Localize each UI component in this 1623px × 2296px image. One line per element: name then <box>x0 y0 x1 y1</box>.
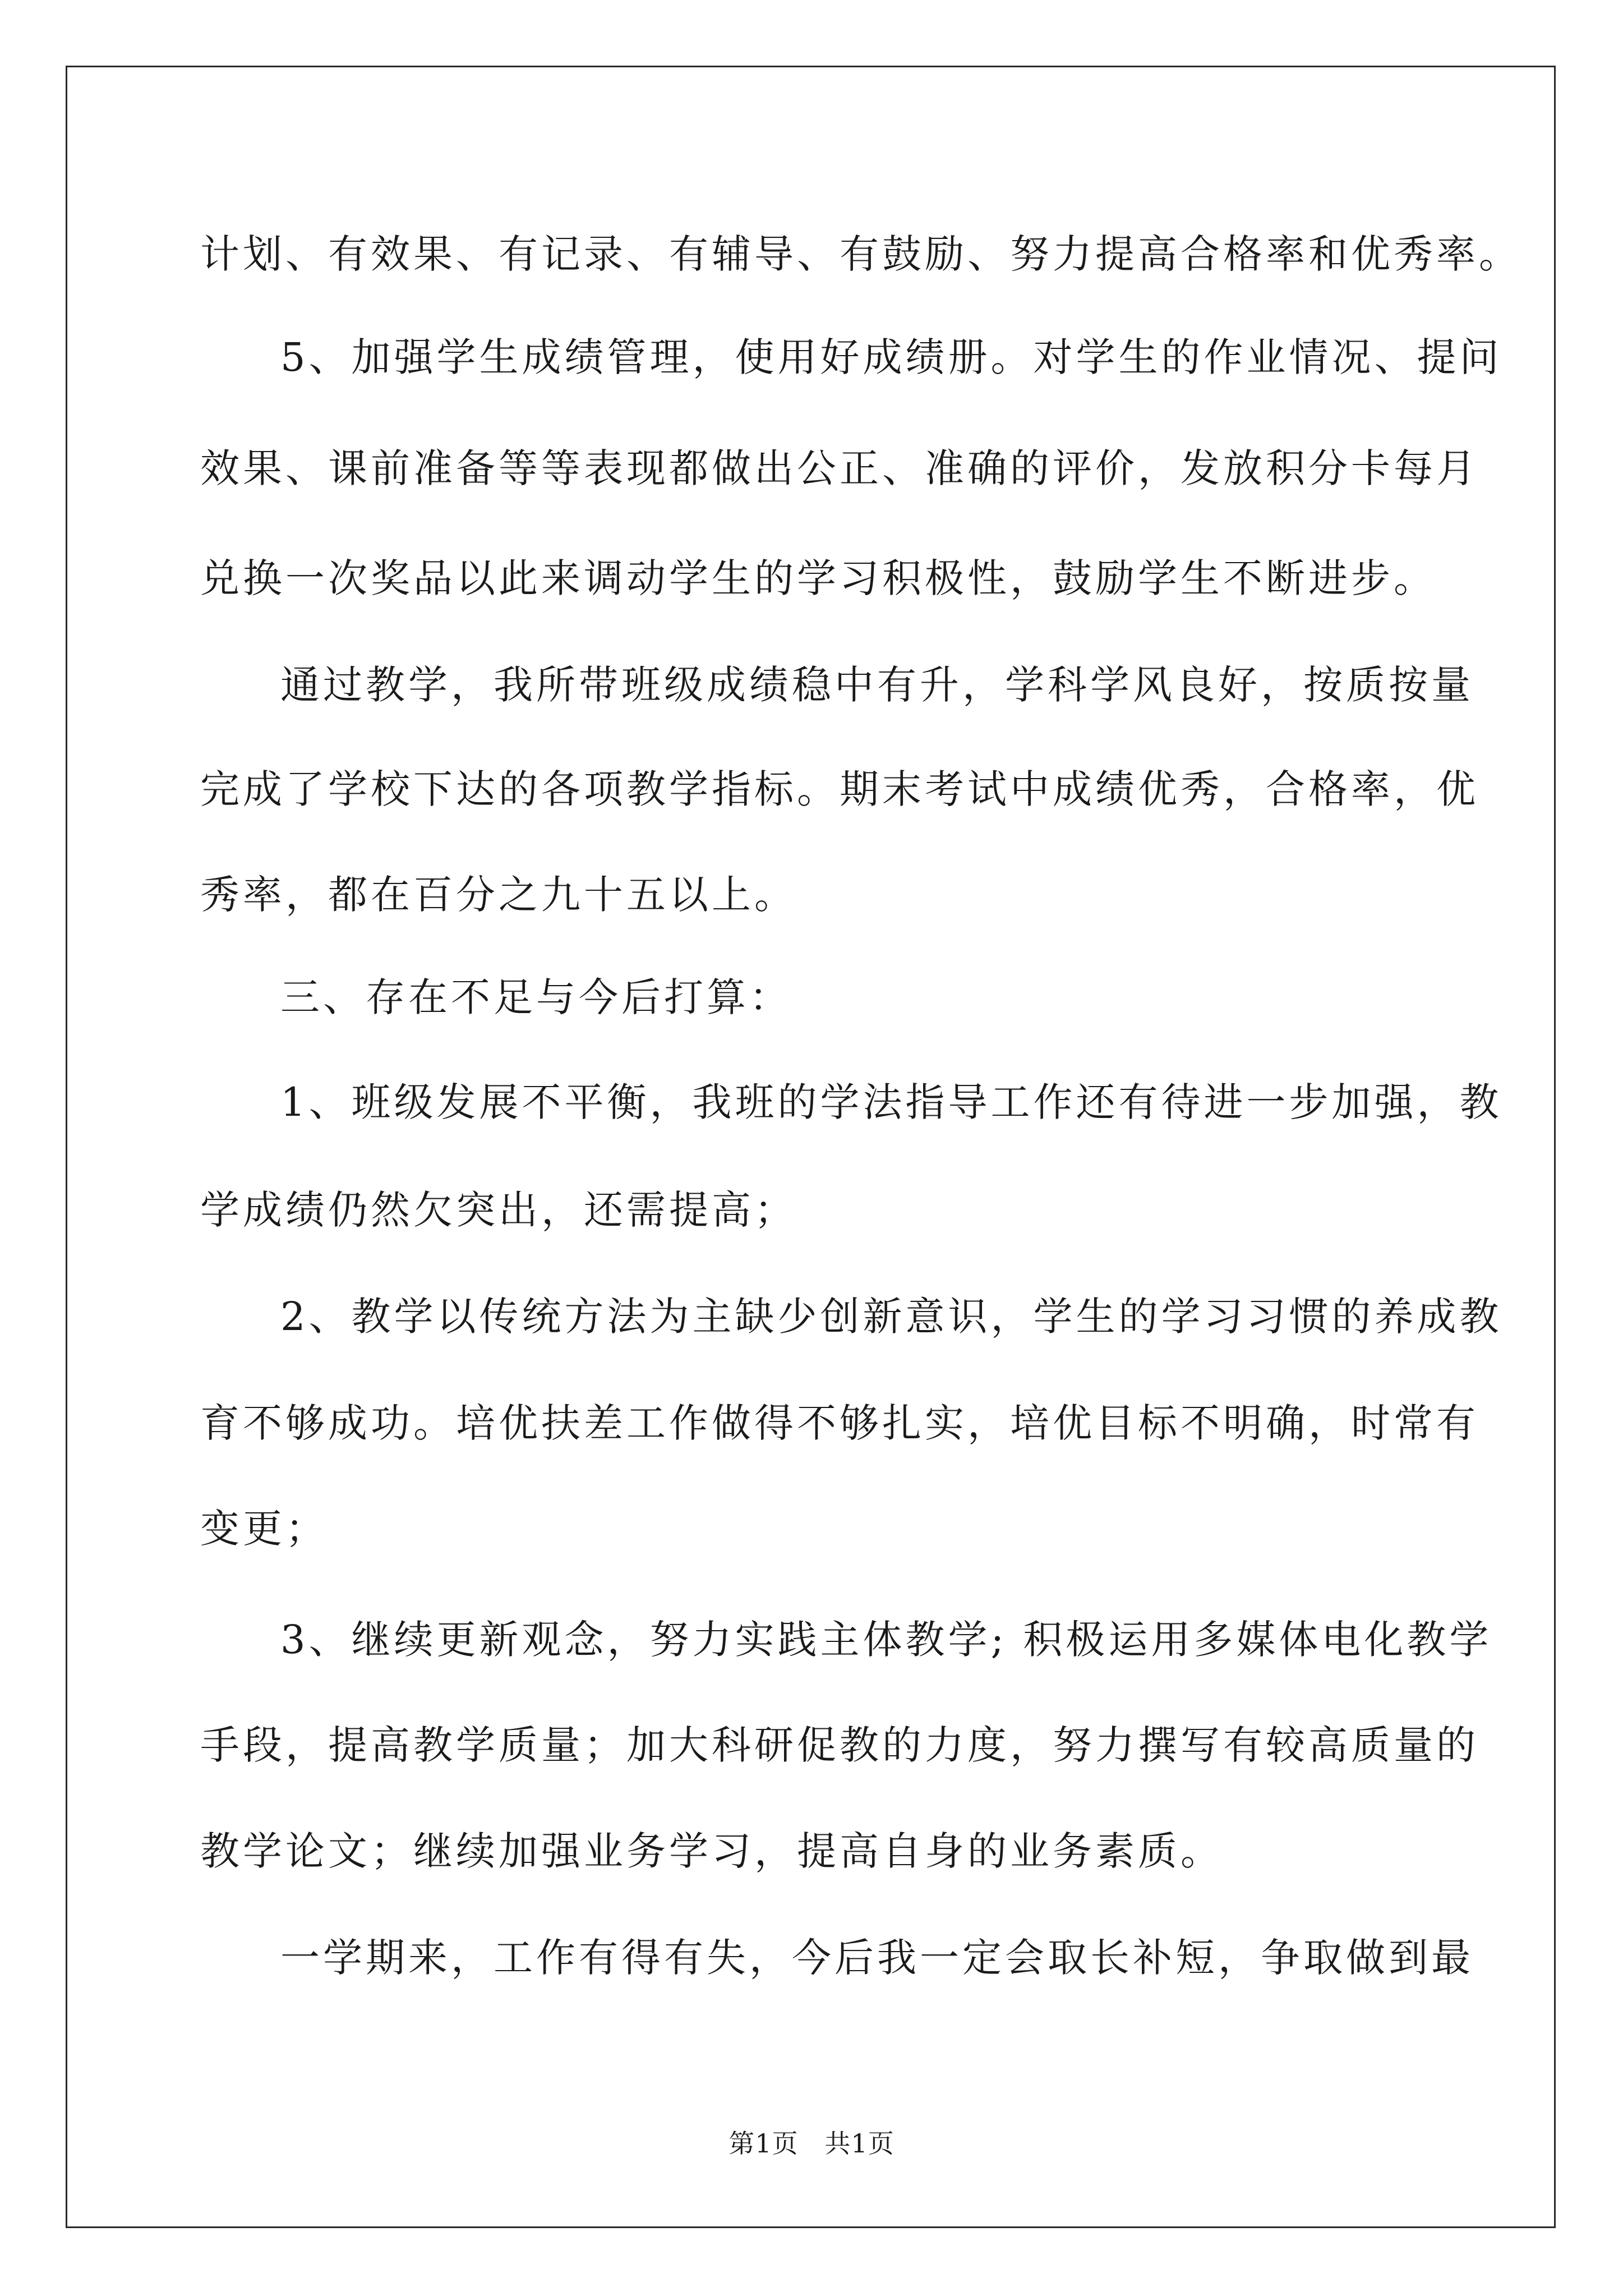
text-line-10: 学成绩仍然欠突出，还需提高； <box>200 1187 797 1233</box>
text-line-3: 效果、课前准备等等表现都做出公正、准确的评价，发放积分卡每月 <box>200 445 1479 491</box>
text-line-2: 5、加强学生成绩管理，使用好成绩册。对学生的作业情况、提问 <box>280 334 1502 380</box>
text-line-1: 计划、有效果、有记录、有辅导、有鼓励、努力提高合格率和优秀率。 <box>200 231 1521 277</box>
text-line-9: 1、班级发展不平衡，我班的学法指导工作还有待进一步加强，教 <box>280 1079 1502 1125</box>
text-line-11: 2、教学以传统方法为主缺少创新意识，学生的学习习惯的养成教 <box>280 1294 1502 1340</box>
text-line-12: 育不够成功。培优扶差工作做得不够扎实，培优目标不明确，时常有 <box>200 1400 1479 1446</box>
text-line-13: 变更； <box>200 1506 328 1552</box>
text-line-5: 通过教学，我所带班级成绩稳中有升，学科学风良好，按质按量 <box>280 662 1474 708</box>
text-line-6: 完成了学校下达的各项教学指标。期末考试中成绩优秀，合格率，优 <box>200 766 1479 812</box>
text-line-17: 一学期来，工作有得有失，今后我一定会取长补短，争取做到最 <box>280 1935 1474 1981</box>
text-line-7: 秀率，都在百分之九十五以上。 <box>200 872 797 918</box>
text-line-16: 教学论文；继续加强业务学习，提高自身的业务素质。 <box>200 1828 1223 1874</box>
text-line-14: 3、继续更新观念，努力实践主体教学; 积极运用多媒体电化教学 <box>280 1617 1492 1663</box>
text-line-8: 三、存在不足与今后打算： <box>280 974 792 1020</box>
page-border <box>66 66 1556 2228</box>
text-line-4: 兑换一次奖品以此来调动学生的学习积极性，鼓励学生不断进步。 <box>200 555 1436 601</box>
text-line-15: 手段，提高教学质量；加大科研促教的力度，努力撰写有较高质量的 <box>200 1722 1479 1768</box>
page-footer: 第1页 共1页 <box>728 2128 895 2159</box>
